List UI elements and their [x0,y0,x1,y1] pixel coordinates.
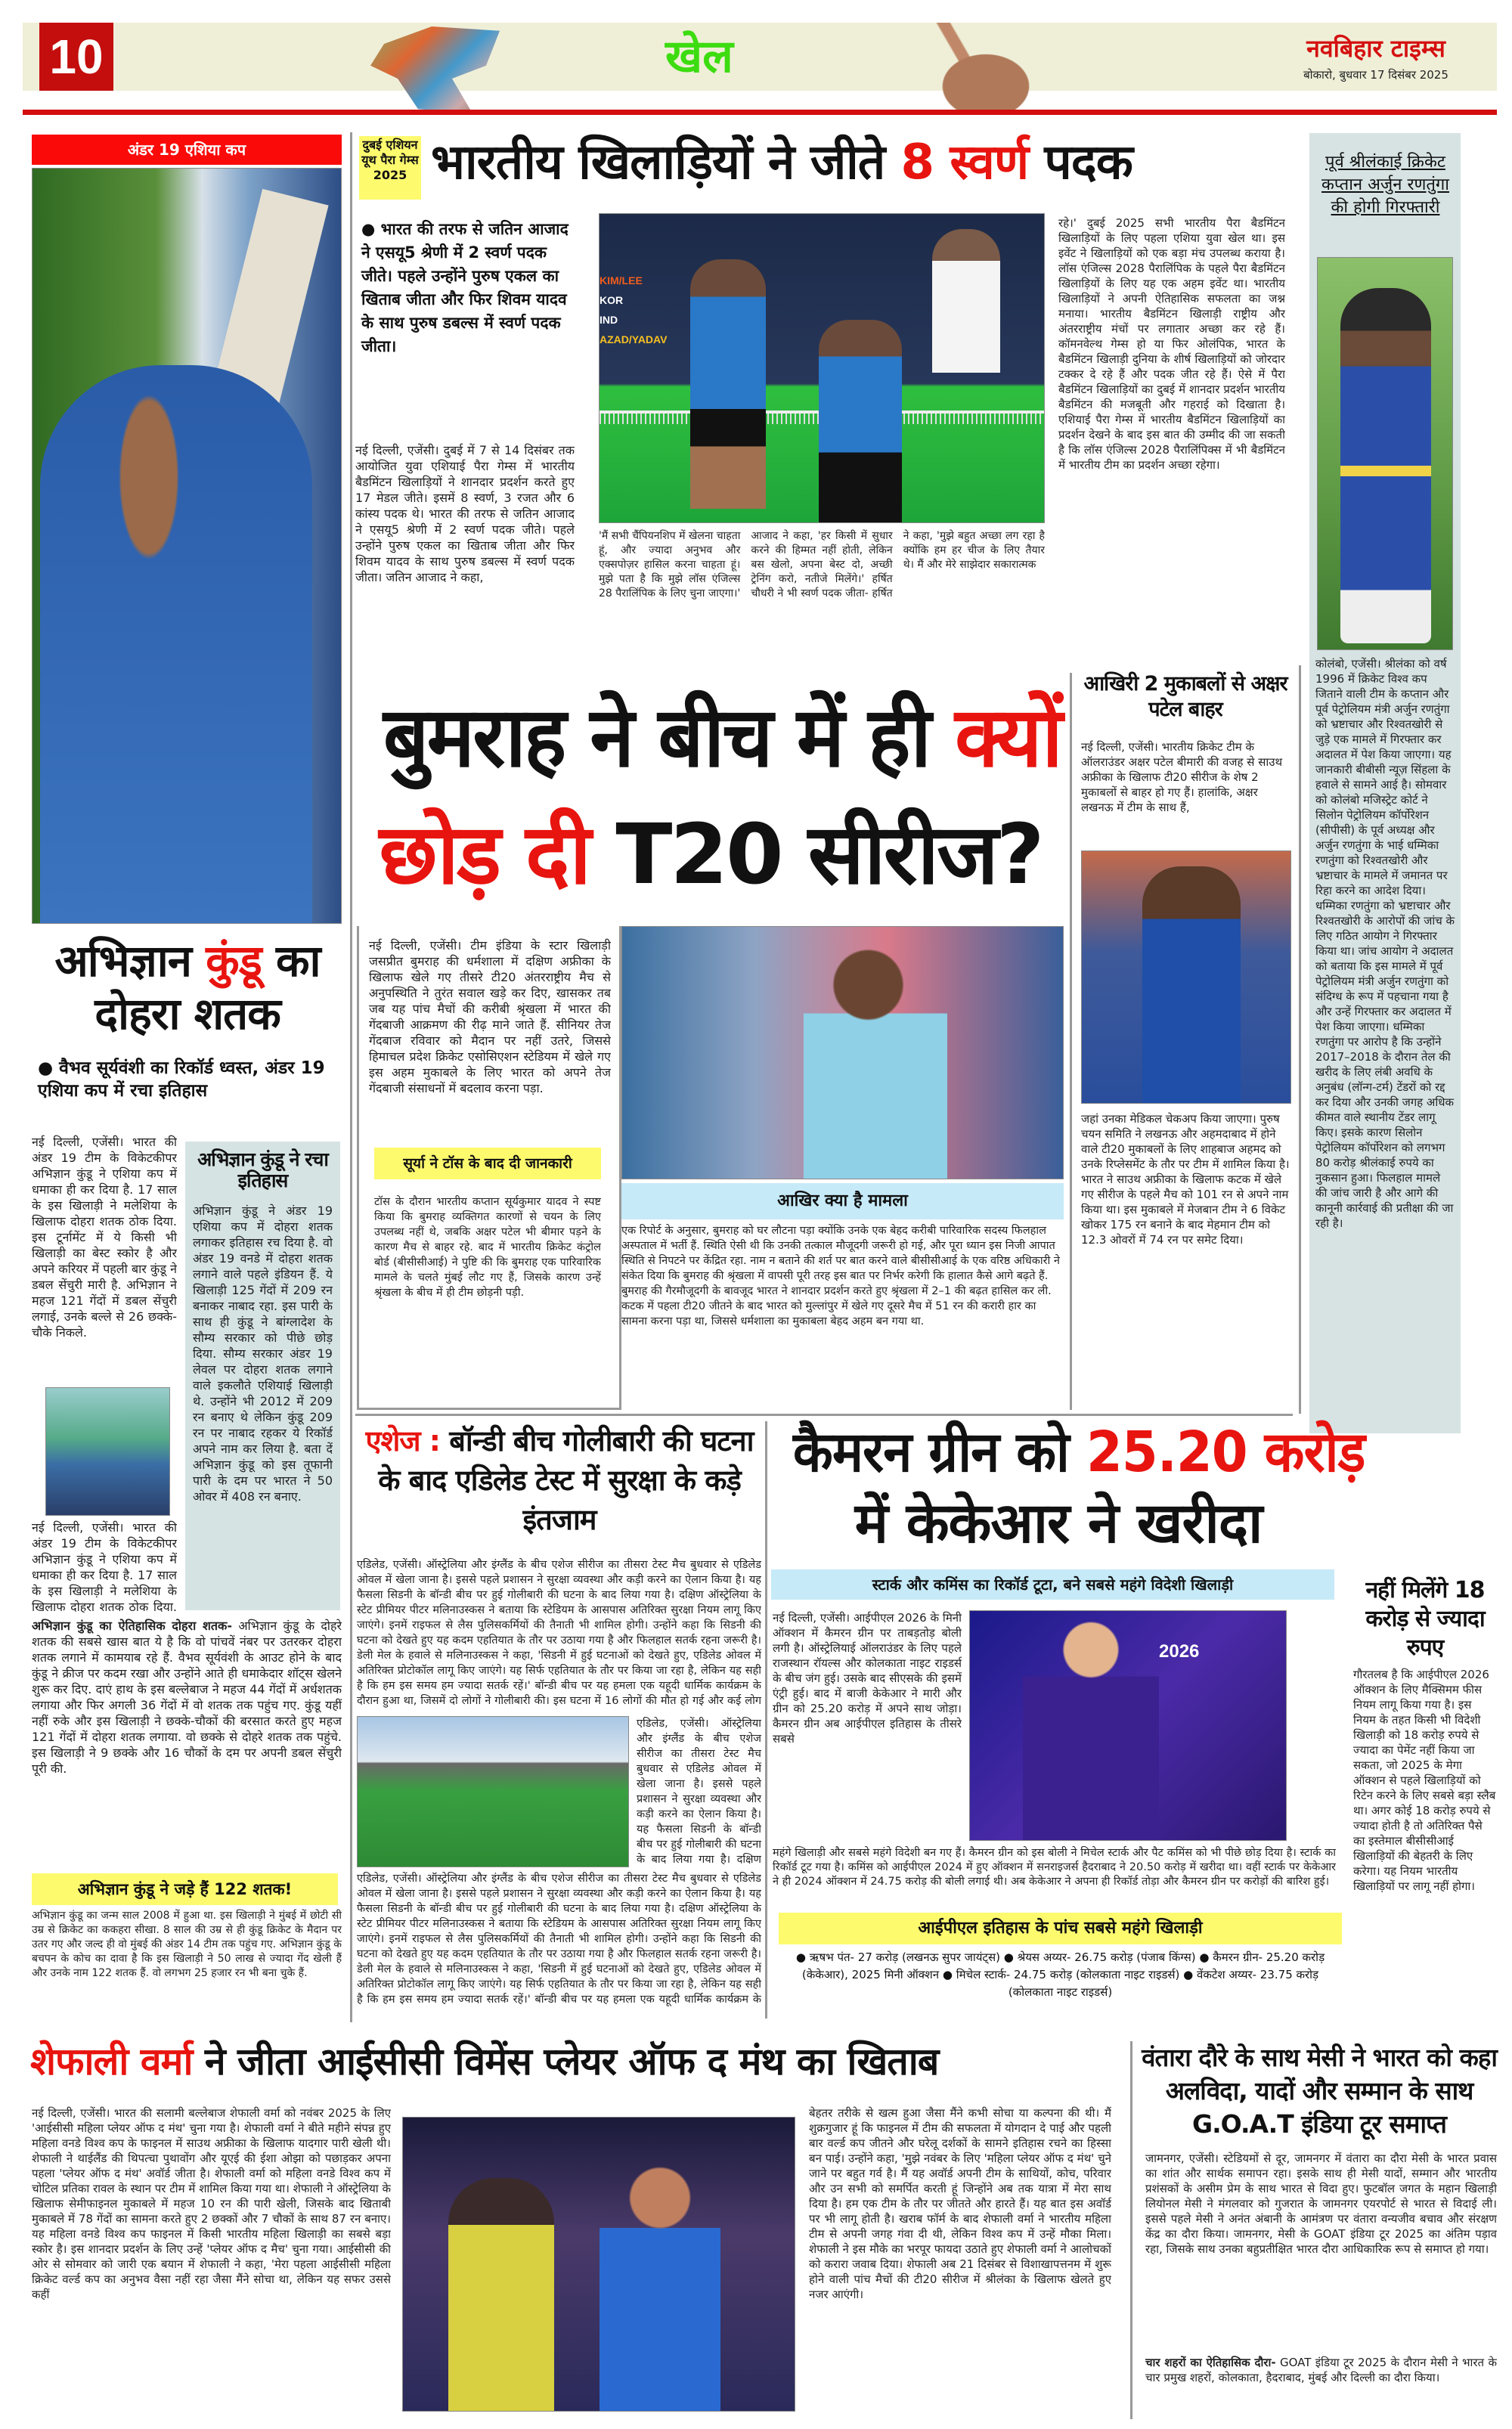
messi-body2-title: चार शहरों का ऐतिहासिक दौरा- [1145,2356,1276,2369]
para-body: नई दिल्ली, एजेंसी। दुबई में 7 से 14 दिसंबर तक आयोजित युवा एशियाई पैरा गेम्स में भारतीय बैडमिंटन खिलाड़ियों ने शानदार प्रदर्शन करते हुए 17 मेडल जीते। इसमें 8 स्वर्ण, 3 रजत और 6 कांस्य पदक थे। भारत की तरफ से जतिन आजाद ने एसयू5 श्रेणी में 2 स्वर्ण पदक जीते। पहले उन्होंने पुरुष एकल का खिताब जीता और फिर शिवम यादव के साथ पुरुष डबल्स में स्वर्ण पदक जीता। जतिन आजाद ने कहा, [355,443,575,584]
kundu-portrait [45,1387,170,1516]
kundu-subhead-text: वैभव सूर्यवंशी का रिकॉर्ड ध्वस्त, अंडर 19 एशिया कप में रचा इतिहास [38,1058,325,1101]
messi-body2-text: GOAT इंडिया टूर 2025 के दौरान मेसी ने भारत के चार प्रमुख शहरों, कोलकाता, हैदराबाद, मुंबई और दिल्ली का दौरा किया। [1145,2356,1497,2384]
fit-wrapper [379,798,1042,911]
bullet-icon: ● [361,220,381,238]
fit-wrapper [855,1489,1263,1558]
umpire [932,229,1000,373]
ipl-top5-list [779,1949,1342,2018]
axar-body: नई दिल्ली, एजेंसी। भारतीय क्रिकेट टीम के ऑलराउंडर अक्षर पटेल बीमारी की वजह से साउथ अफ्रीका के खिलाफ टी20 सीरीज के शेष 2 मुकाबलों से बाहर हो गए हैं। हालांकि, अक्षर लखनऊ में टीम के साथ हैं, [1081,740,1283,814]
bumrah-box-title [621,1183,1064,1219]
dateline: बोकारो, बुधवार 17 दिसंबर 2025 [1303,68,1448,82]
scoreboard-team-1: KIM/LEE [600,274,643,287]
player-silhouette [1023,1619,1159,1841]
bumrah-body: नई दिल्ली, एजेंसी। टीम इंडिया के स्टार खिलाड़ी जसप्रीत बुमराह की धर्मशाला में दक्षिण अफ्रीका के खिलाफ खेले गए तीसरे टी20 अंतरराष्ट्रीय मैच से अनुपस्थिति ने तुरंत सवाल खड़े कर दिए, खासकर तब जब यह पांच मैचों की करीबी श्रृंखला में भारत की गेंदबाजी आक्रमण की रीढ़ माने जाते हैं. सीनियर तेज गेंदबाज रविवार को मैदान पर नहीं उतरे, जिससे हिमाचल प्रदेश क्रिकेट एसोसिएशन स्टेडियम में खेले गए इस अहम मुकाबले के लिए भारत को अपने तेज गेंदबाजी संसाधनों में बदलाव करना पड़ा. [369,938,611,1095]
para-caption-body: 'मैं सभी चैंपियनशिप में खेलना चाहता हूं, और ज्यादा अनुभव और एक्सपोज़र हासिल करना चाहता हूं। मुझे पता है कि मुझे लॉस एंजिल्स 28 पैरालिंपिक के लिए चुना जाएगा।' आजाद ने कहा, 'हर किसी में सुधार करने की हिम्मत नहीं होती, लेकिन बस खेलो, अपना बेस्ट दो, अच्छी ट्रेनिंग करो, नतीजे मिलेंगे।' हर्षित चौधरी ने भी स्वर्ण पदक जीता- हर्षित ने कहा, 'मुझे बहुत अच्छा लग रहा है क्योंकि हम हर चीज के लिए तैयार थे। मैं और मेरे साझेदार सकारात्मक [599,530,1045,600]
kundu-body-cont: नई दिल्ली, एजेंसी। भारत की अंडर 19 टीम के विकेटकीपर अभिज्ञान कुंडू ने एशिया कप में धमाका ही कर दिया है. 17 साल के इस खिलाड़ी ने मलेशिया के खिलाफ दोहरा शतक ठोक दिया. [32,1520,177,1614]
fit-wrapper: आखिर क्या है मामला [777,1191,908,1210]
masthead: नवबिहार टाइम्स [1306,34,1445,63]
kkr-headline-red: 25.20 करोड़ [1086,1420,1365,1485]
axar-body2: जहां उनका मेडिकल चेकअप किया जाएगा। पुरुष चयन समिति ने लखनऊ और अहमदाबाद में होने वाले टी20 मुकाबलों के लिए शाहबाज अहमद को उनके रिप्लेसमेंट के तौर पर टीम में शामिल किया है। भारत ने साउथ अफ्रीका के खिलाफ कटक में खेले गए सीरीज के पहले मैच को 101 रन से अपने नाम किया था। इस मुकाबले में मेजबान टीम ने 6 विकेट खोकर 175 रन बनाने के बाद मेहमान टीम को 12.3 ओवरों में 74 रन पर समेट दिया। [1081,1112,1290,1247]
kkr-green-photo [969,1610,1287,1841]
fit-wrapper: वंतारा दौरे के साथ मेसी ने भारत को कहा अलविदा, यादों और सम्मान के साथ G.O.A.T इंडिया टूर समाप्त [1142,2043,1497,2139]
header-rule [23,110,1497,115]
umpire [448,2178,554,2412]
list-item: ● कैमरन ग्रीन- 25.20 करोड़ (केकेआर), 2025 मिनी ऑक्शन [801,1950,1325,1981]
player-1 [690,259,766,509]
fit-wrapper: आखिरी 2 मुकाबलों से अक्षर पटेल बाहर [1083,672,1287,721]
scoreboard [600,271,668,349]
fit-wrapper [30,2041,938,2083]
kundu-headline [32,934,343,1048]
ashes-headline-red: एशेज : [365,1424,440,1458]
kkr-side-title [1349,1576,1501,1664]
kkr-headline [771,1417,1365,1563]
ashes-stadium-photo [357,1716,629,1867]
kundu-photo [32,168,342,924]
statue-illustration [900,23,1043,113]
kundu-body2 [32,1618,342,1867]
bumrah-headline-red2: छोड़ दी [379,806,590,903]
para-headline-a: भारतीय खिलाड़ियों ने जीते [431,135,885,191]
para-tag [359,136,421,200]
ipl-top5-title [779,1913,1342,1944]
kkr-bar [771,1569,1334,1600]
fit-wrapper [793,1417,1365,1487]
mid-divider [355,1414,1293,1416]
axar-divider [1070,673,1072,1410]
kundu-subhead [38,1057,344,1126]
player-silhouette [1142,866,1241,1104]
axar-headline [1080,671,1291,733]
ashes-body: एडिलेड, एजेंसी। ऑस्ट्रेलिया और इंग्लैंड के बीच एशेज सीरीज का तीसरा टेस्ट मैच बुधवार से एडिलेड ओवल में खेला जाना है। इससे पहले प्रशासन ने सुरक्षा व्यवस्था और कड़ी करने का ऐलान किया है। यह फैसला सिडनी के बॉन्डी बीच पर हुई गोलीबारी की घटना के बाद लिया गया है। दक्षिण ऑस्ट्रेलिया के स्टेट प्रीमियर पीटर मलिनाउस्कस ने बताया कि स्टेडियम के आसपास अतिरिक्त सुरक्षा नियम लागू किए जाएंगे। इनमें राइफल से लैस पुलिसकर्मियों की तैनाती भी शामिल होगी। उन्होंने कहा कि सिडनी की घटना को देखते हुए यह कदम एहतियात के तौर पर उठाया गया है और फिलहाल सतर्क रहना जरूरी है। डेली मेल के हवाले से मलिनाउस्कस ने कहा, 'सिडनी में हुई घटनाओं को देखते हुए, एडिलेड ओवल में अतिरिक्त प्रोटोकॉल लागू किए जाएंगे। यह सिर्फ एहतियात के तौर पर किया जा रहा है, लेकिन यह सही है कि हम इस समय हम ज्यादा सतर्क रहें।' बॉन्डी बीच पर यह हमला एक यहूदी धार्मिक कार्यक्रम के दौरान हुआ था, जिसमें दो लोगों ने गोलीबारी की। इस घटना में 16 लोगों की मौत हो गई और कई लोग [357,1559,761,1707]
fit-wrapper: नहीं मिलेंगे 18 करोड़ से ज्यादा रुपए [1365,1577,1485,1661]
axar-photo [1081,850,1291,1104]
list-item: ● श्रेयस अय्यर- 26.75 करोड़ (पंजाब किंग्स) [1003,1950,1196,1964]
scoreboard-country-1: KOR [600,294,624,306]
page-number: 10 [39,23,113,91]
player-2 [819,320,902,523]
messi-headline [1142,2041,1497,2144]
player-silhouette [804,942,947,1179]
ashes-body-side: एडिलेड, एजेंसी। ऑस्ट्रेलिया और इंग्लैंड के बीच एशेज सीरीज का तीसरा टेस्ट मैच बुधवार से एडिलेड ओवल में खेला जाना है। इससे पहले प्रशासन ने सुरक्षा व्यवस्था और कड़ी करने का ऐलान किया है। यह फैसला सिडनी के बॉन्डी बीच पर हुई गोलीबारी की घटना के बाद लिया गया है। दक्षिण [637,1718,761,1866]
player-silhouette [40,365,312,924]
para-badminton-photo [599,213,1045,523]
kkr-headline-a: कैमरन ग्रीन को [793,1420,1069,1485]
ashes-body-bottom: एडिलेड, एजेंसी। ऑस्ट्रेलिया और इंग्लैंड के बीच एशेज सीरीज का तीसरा टेस्ट मैच बुधवार से एडिलेड ओवल में खेला जाना है। इससे पहले प्रशासन ने सुरक्षा व्यवस्था और कड़ी करने का ऐलान किया है। यह फैसला सिडनी के बॉन्डी बीच पर हुई गोलीबारी की घटना के बाद लिया गया है। दक्षिण ऑस्ट्रेलिया के स्टेट प्रीमियर पीटर मलिनाउस्कस ने बताया कि स्टेडियम के आसपास अतिरिक्त सुरक्षा नियम लागू किए जाएंगे। इनमें राइफल से लैस पुलिसकर्मियों की तैनाती भी शामिल होगी। उन्होंने कहा कि सिडनी की घटना को देखते हुए यह कदम एहतियात के तौर पर उठाया गया है और फिलहाल सतर्क रहना जरूरी है। डेली मेल के हवाले से मलिनाउस्कस ने कहा, 'सिडनी में हुई घटनाओं को देखते हुए, एडिलेड ओवल में अतिरिक्त प्रोटोकॉल लागू किए जाएंगे। यह सिर्फ एहतियात के तौर पर किया जा रहा है, लेकिन यह सही है कि हम इस समय हम ज्यादा सतर्क रहें।' बॉन्डी बीच पर यह हमला एक यहूदी धार्मिक कार्यक्रम के [357,1873,761,2006]
player-silhouette [1340,288,1431,643]
bumrah-headline-red1: क्यों [955,689,1061,785]
bumrah-headline-b: T20 सीरीज? [615,806,1043,903]
fit-wrapper [32,934,343,1040]
fit-wrapper [359,1421,760,1539]
kundu-history-box [185,1142,340,1610]
kundu-body: नई दिल्ली, एजेंसी। भारत की अंडर 19 टीम के विकेटकीपर अभिज्ञान कुंडू ने एशिया कप में धमाका ही कर दिया है. 17 साल के इस खिलाड़ी ने मलेशिया के खिलाफ दोहरा शतक ठोक दिया. इस टूर्नामेंट में ये किसी भी खिलाड़ी का बेस्ट स्कोर है और अपने करियर में पहली बार कुंडू ने डबल सेंचुरी मारी है. अभिज्ञान ने महज 121 गेंदों में डबल सेंचुरी लगाई, उनके बल्ले से 26 छक्के-चौके निकले. [32,1135,177,1340]
fit-wrapper: आईपीएल इतिहास के पांच सबसे महंगे खिलाड़ी [918,1919,1203,1938]
para-right-body: रहे।' दुबई 2025 सभी भारतीय पैरा बैडमिंटन खिलाड़ियों के लिए पहला एशिया युवा खेल था। इस इवेंट ने खिलाड़ियों को एक बड़ा मंच उपलब्ध कराया है। लॉस एंजिल्स 2028 पैरालिंपिक के पहले पैरा बैडमिंटन खिलाड़ियों के लिए यह एक अहम इवेंट था। भारतीय खिलाड़ियों ने अपनी ऐतिहासिक सफलता का जश्न मनाया। भारतीय बैडमिंटन खिलाड़ी राष्ट्रीय और अंतरराष्ट्रीय मंचों पर लगातार अच्छा कर रहे हैं। कॉमनवेल्थ गेम्स हो या फिर ओलंपिक, भारत के बैडमिंटन खिलाड़ी दुनिया के शीर्ष खिलाड़ियों को जोरदार टक्कर दे रहे हैं और पदक जीत रहे हैं। ऐसे में पैरा बैडमिंटन खिलाड़ियों का दुबई में शानदार प्रदर्शन भारतीय बैडमिंटन की मजबूती और गहराई को दिखाता है। एशियाई पैरा गेम्स में भारतीय बैडमिंटन खिलाड़ियों का प्रदर्शन देखने के बाद इस बात की उम्मीद की जा सकती है कि लॉस एंजिल्स 2028 पैरालिंपिक्स में भी बैडमिंटन में भारतीय टीम का प्रदर्शन अच्छा रहेगा। [1058,216,1285,472]
kundu-box-body: अभिज्ञान कुंडू ने अंडर 19 एशिया कप में दोहरा शतक लगाकर इतिहास रच दिया है. वो अंडर 19 वनडे में दोहरा शतक लगाने वाले पहले इंडियन हैं. ये खिलाड़ी 125 गेंदों में 209 रन बनाकर नाबाद रहा. इस पारी के साथ ही कुंडू ने बांग्लादेश के सौम्य सरकार को पीछे छोड़ दिया. सौम्य सरकार अंडर 19 लेवल पर दोहरा शतक लगाने वाले इकलौते एशियाई खिलाड़ी थे. उन्होंने भी 2012 में 209 रन बनाए थे लेकिन कुंडू 209 रन पर नाबाद रहकर ये रिकॉर्ड अपने नाम कर लिया है. बता दें अभिज्ञान कुंडू को इस तूफानी पारी के दम पर भारत ने 50 ओवर में 408 रन बनाए. [193,1204,333,1504]
para-headline-red: 8 स्वर्ण [900,135,1029,191]
kkr-headline-b: में केकेआर ने खरीदा [854,1491,1263,1556]
fit-wrapper: पूर्व श्रीलंकाई क्रिकेट कप्तान अर्जुन रणतुंगा की होगी गिरफ्तारी [1321,153,1449,217]
fit-wrapper [38,1057,344,1102]
para-headline-b: पदक [1044,135,1132,191]
bumrah-box-body: एक रिपोर्ट के अनुसार, बुमराह को घर लौटना पड़ा क्योंकि उनके एक बेहद करीबी पारिवारिक सदस्य फिलहाल अस्पताल में भर्ती हैं. स्थिति ऐसी थी कि उनकी तत्काल मौजूदगी जरूरी हो गई, और पूरा ध्यान इस निजी आपात स्थिति से निपटने पर केंद्रित रहा. नाम न बताने की शर्त पर बात करने वाले बीसीसीआई के एक वरिष्ठ अधिकारी ने संकेत दिया कि बुमराह की श्रृंखला में वापसी पूरी तरह इस बात पर निर्भर करेगी कि हालात कैसे आगे बढ़ते हैं. बुमराह की गैरमौजूदगी के बावजूद भारत ने शानदार प्रदर्शन करते हुए श्रृंखला में 2–1 की बढ़त हासिल कर ली. कटक में पहला टी20 जीतने के बाद भारत को मुल्लांपुर में खेले गए दूसरे मैच में 51 रन की करारी हार का सामना करना पड़ा था, जिससे धर्मशाला का मुकाबला बेहद अहम बन गया था. [621,1225,1060,1328]
ranatunga-photo [1317,257,1453,650]
bumrah-photo [621,926,1064,1179]
ashes-divider [765,1421,767,2018]
fit-wrapper: सूर्या ने टॉस के बाद दी जानकारी [403,1155,572,1172]
ashes-headline-text: बॉन्डी बीच गोलीबारी की घटना के बाद एडिलेड टेस्ट में सुरक्षा के कड़े इंतजाम [378,1424,754,1536]
player-silhouette [600,2163,720,2412]
kundu-122-body: अभिज्ञान कुंडू का जन्म साल 2008 में हुआ था. इस खिलाड़ी ने मुंबई में छोटी सी उम्र से क्रिकेट का ककहरा सीखा. 8 साल की उम्र से ही कुंडू क्रिकेट के मैदान पर उतर गए और जल्द ही वो मुंबई की अंडर 14 टीम तक पहुंच गए. अभिज्ञान कुंडू के बचपन के कोच का दावा है कि इस खिलाड़ी ने 50 लाख से ज्यादा गेंद खेली हैं और उनके नाम 122 शतक हैं. वो लगभग 25 हजार रन भी बना चुके हैं. [32,1910,342,1979]
bumrah-headline [370,680,1061,915]
fit-wrapper: स्टार्क और कमिंस का रिकॉर्ड टूटा, बने सबसे महंगे विदेशी खिलाड़ी [872,1575,1234,1594]
kkr-photo-text: 2026 [1159,1641,1200,1662]
left-column-divider [350,132,352,2022]
kkr-body: नई दिल्ली, एजेंसी। आईपीएल 2026 के मिनी ऑक्शन में कैमरन ग्रीन पर ताबड़तोड़ बोली लगी है। ऑस्ट्रेलियाई ऑलराउंडर के लिए पहले राजस्थान रॉयल्स और कोलकाता नाइट राइडर्स के बीच जंग हुई। उसके बाद सीएसके की इसमें एंट्री हुई। बाद में बाजी केकेआर ने मारी और ग्रीन को 25.20 करोड़ में अपने साथ जोड़ा। कैमरन ग्रीन अब आईपीएल इतिहास के तीसरे सबसे [773,1611,962,1746]
list-item: ● वेंकटेश अय्यर- 23.75 करोड़ (कोलकाता नाइट राइडर्स) [1008,1968,1319,1999]
kkr-headline-line2 [771,1489,1346,1560]
bumrah-headline-a: बुमराह ने बीच में ही [383,689,930,785]
sidebar-divider [1299,665,1301,1414]
messi-body: जामनगर, एजेंसी। स्टेडियमों से दूर, जामनगर में वंतारा का दौरा मेसी के भारत प्रवास का शांत और सार्थक समापन रहा। इसके साथ ही मेसी यादों, सम्मान और भारतीय प्रशंसकों के असीम प्रेम के साथ भारत से विदा हुए। फुटबॉल जगत के महान खिलाड़ी लियोनल मेसी ने मंगलवार को गुजरात के जामनगर एयरपोर्ट से भारत से विदाई ली। इससे पहले मेसी ने अनंत अंबानी के आमंत्रण पर वंतारा वन्यजीव बचाव और संरक्षण केंद्र का दौरा किया। जामनगर, मेसी के GOAT इंडिया टूर 2025 का अंतिम पड़ाव रहा, जिसके साथ उनका बहुप्रतीक्षित भारत दौरा आधिकारिक रूप से समाप्त हो गया। [1145,2152,1497,2256]
kkr-body2: महंगे खिलाड़ी और सबसे महंगे विदेशी बन गए हैं। कैमरन ग्रीन को इस बोली ने मिचेल स्टार्क और पैट कमिंस को भी पीछे छोड़ दिया है। स्टार्क का रिकॉर्ड टूट गया है। कमिंस को आईपीएल 2024 में हुए ऑक्शन में सनराइजर्स हैदराबाद ने 20.50 करोड़ में खरीदा था। वहीं स्टार्क पर केकेआर ने ही 2024 ऑक्शन में 24.75 करोड़ की बोली लगाई थी। अब केकेआर ने अपना ही रिकॉर्ड तोड़ा और कैमरन ग्रीन पर करोड़ों की बारिश हुई। [773,1847,1336,1888]
kkr-side-body: गौरतलब है कि आईपीएल 2026 ऑक्शन के लिए मैक्सिमम फीस नियम लागू किया गया है। इस नियम के तहत किसी भी विदेशी खिलाड़ी को 18 करोड़ रुपये से ज्यादा का पेमेंट नहीं किया जा सकता, जो 2025 के मेगा ऑक्शन से पहले खिलाड़ियों को रिटेन करने के लिए सबसे बड़ा स्लैब था। अगर कोई 18 करोड़ रुपये से ज्यादा होती है तो अतिरिक्त पैसे का इस्तेमाल बीसीसीआई खिलाड़ियों की बेहतरी के लिए करेगा। यह नियम भारतीय खिलाड़ियों पर लागू नहीं होगा। [1353,1668,1496,1893]
shefali-body: नई दिल्ली, एजेंसी। भारत की सलामी बल्लेबाज शेफाली वर्मा को नवंबर 2025 के लिए 'आईसीसी महिला प्लेयर ऑफ द मंथ' चुना गया है। शेफाली वर्मा ने बीते महीने संपन्न हुए महिला वनडे विश्व कप के फाइनल में साउथ अफ्रीका के खिलाफ यादगार पारी खेली थी। शेफाली ने थाईलैंड की थिपत्चा पुथावोंग और यूएई की ईशा ओझा को पछाड़कर अपना पहला 'प्लेयर ऑफ द मंथ' अवॉर्ड जीता है। शेफाली वर्मा को महिला वनडे विश्व कप में चोटिल प्रतिका रावल के स्थान पर टीम में शामिल किया गया था। शेफाली ने ऑस्ट्रेलिया के खिलाफ सेमीफाइनल मुकाबले में महज 10 रन की पारी खेली, जिसके बाद खिताबी मुकाबले में 78 गेंदों का सामना करते हुए 2 छक्कों और 7 चौकों के साथ 87 रन बनाए। यह महिला वनडे विश्व कप फाइनल में किसी भारतीय महिला खिलाड़ी का सबसे बड़ा स्कोर है। इस शानदार प्रदर्शन के लिए उन्हें 'प्लेयर ऑफ द मैच' चुना गया। आईसीसी की ओर से सोमवार को जारी एक बयान में शेफाली ने कहा, 'मेरा पहला आईसीसी महिला क्रिकेट वर्ल्ड कप का अनुभव वैसा नहीं रहा जैसा मैंने सोचा था, लेकिन यह सफर उससे कहीं [32,2106,391,2301]
fit-wrapper [361,218,573,358]
bullet-icon: ● [38,1058,60,1078]
ranatunga-body: कोलंबो, एजेंसी। श्रीलंका को वर्ष 1996 में क्रिकेट विश्व कप जिताने वाली टीम के कप्तान और पूर्व पेट्रोलियम मंत्री अर्जुन रणतुंगा को भ्रष्टाचार और रिश्वतखोरी से जुड़े एक मामले में गिरफ्तार कर अदालत में पेश किया जाएगा। यह जानकारी बीबीसी न्यूज़ सिंहला के हवाले से सामने आई है। सोमवार को कोलंबो मजिस्ट्रेट कोर्ट ने सिलोन पेट्रोलियम कॉर्पोरेशन (सीपीसी) के पूर्व अध्यक्ष और अर्जुन रणतुंगा के भाई धम्मिका रणतुंगा को रिश्वतखोरी और भ्रष्टाचार के मामले में जमानत पर रिहा करने का आदेश दिया। धम्मिका रणतुंगा को भ्रष्टाचार और रिश्वतखोरी के आरोपों की जांच के लिए गठित आयोग ने गिरफ्तार किया था। जांच आयोग ने अदालत को बताया कि इस मामले में पूर्व पेट्रोलियम मंत्री अर्जुन रणतुंगा को संदिग्ध के रूप में पहचाना गया है और उन्हें गिरफ्तार कर अदालत में पेश किया जाएगा। धम्मिका रणतुंगा पर आरोप है कि उन्होंने 2017–2018 के दौरान तेल की खरीद के लिए लंबी अवधि के अनुबंध (लॉन्ग-टर्म) टेंडरों को रद्द कर दिया और उनकी जगह अधिक कीमत वाले स्थानीय टेंडर लागू किए। इसके कारण सिलोन पेट्रोलियम कॉर्पोरेशन को लगभग 80 करोड़ श्रीलंकाई रुपये का नुकसान हुआ। फिलहाल मामले की जांच जारी है और आगे की कानूनी कार्रवाई की प्रतीक्षा की जा रही है। [1315,657,1455,1230]
bumrah-subhead [374,1148,601,1179]
fit-wrapper [431,136,1132,189]
kundu-body2-text: अभिज्ञान कुंडू के दोहरे शतक की सबसे खास बात ये है कि वो पांचवें नंबर पर उतरकर दोहरा शतक लगाने में कामयाब रहे हैं. वैभव सूर्यवंशी के आउट होने के बाद कुंडू ने क्रीज पर कदम रखा और उन्होंने आते ही धमाकेदार शॉट्स खेलने शुरू कर दिए. दाएं हाथ के इस बल्लेबाज ने महज 44 गेंदों में अर्धशतक लगाया और फिर अगली 36 गेंदों में वो शतक तक पहुंच गए. कुंडू यहीं नहीं रुके और इस खिलाड़ी ने छक्के-चौकों की बरसात करते हुए महज 121 गेंदों में दोहरा शतक लगाया. वो छक्के से दोहरे शतक तक पहुंचे. इस खिलाड़ी ने 9 छक्के और 16 चौकों के दम पर अपनी डबल सेंचुरी पूरी की. [32,1619,342,1776]
bumrah-sub-body: टॉस के दौरान भारतीय कप्तान सूर्यकुमार यादव ने स्पष्ट किया कि बुमराह व्यक्तिगत कारणों से चयन के लिए उपलब्ध नहीं थे, जबकि अक्षर पटेल भी बीमार पड़ने के कारण मैच से बाहर रहे. बाद में भारतीय क्रिकेट कंट्रोल बोर्ड (बीसीसीआई) ने पुष्टि की कि बुमराह एक पारिवारिक मामले के चलते मुंबई लौट गए हैं, जिसके कारण उन्हें श्रृंखला के बीच में ही टीम छोड़नी पड़ी. [374,1196,601,1299]
kundu-headline-a: अभिज्ञान [54,935,191,987]
kundu-body2-title: अभिज्ञान कुंडू का ऐतिहासिक दोहरा शतक- [32,1619,232,1633]
section-title: खेल [665,30,733,83]
ashes-headline [359,1421,760,1551]
scoreboard-country-2: IND [600,314,618,326]
fit-wrapper [383,680,1061,794]
kundu-122-bar [32,1873,338,1905]
bumrah-headline-line2 [370,798,1051,915]
kundu-box-title: अभिज्ञान कुंडू ने रचा इतिहास [197,1148,328,1191]
bumrah-headline-line1 [370,680,1061,798]
fit-wrapper [779,1949,1342,2001]
fit-wrapper: दुबई एशियन यूथ पैरा गेम्स 2025 [361,138,419,182]
kundu-headline-b: का दोहरा शतक [94,935,321,1039]
kundu-tag: अंडर 19 एशिया कप [32,135,342,165]
shefali-photo [402,2117,795,2412]
shefali-body2: बेहतर तरीके से खत्म हुआ जैसा मैंने कभी सोचा या कल्पना की थी। मैं शुक्रगुजार हूं कि फाइनल में टीम की सफलता में योगदान दे पाई और पहली बार वर्ल्ड कप जीतने और घरेलू दर्शकों के सामने इतिहास रचने का हिस्सा बन पाई। उन्होंने कहा, 'मुझे नवंबर के लिए 'महिला प्लेयर ऑफ द मंथ' चुने जाने पर बहुत गर्व है। मैं यह अवॉर्ड अपनी टीम के साथियों, कोच, परिवार और उन सभी को समर्पित करती हूं जिन्होंने अब तक यात्रा में मेरा साथ दिया है। हम एक टीम के तौर पर जीतते और हारते हैं। यह बात इस अवॉर्ड पर भी लागू होती है। खराब फॉर्म के बाद शेफाली वर्मा ने भारतीय महिला टीम से अपनी जगह गंवा दी थी, लेकिन विश्व कप में उन्हें मौका मिला। शेफाली ने इस मौके का भरपूर फायदा उठाते हुए शेफाली वर्मा ने आलोचकों को करारा जवाब दिया। शेफाली अब 21 दिसंबर से विशाखापत्तनम में शुरू होने वाली पांच मैचों की टी20 सीरीज में श्रीलंका के खिलाफ खेलते हुए नजर आएंगी। [809,2106,1111,2301]
para-headline [431,136,1293,189]
kkr-headline-line1 [771,1417,1365,1489]
list-item: ● मिचेल स्टार्क- 24.75 करोड़ (कोलकाता नाइट राइडर्स) [942,1968,1180,1981]
messi-divider [1130,2041,1132,2419]
shefali-headline [30,2041,1119,2094]
kundu-headline-red: कुंडू [206,935,262,987]
fit-wrapper: अभिज्ञान कुंडू ने जड़े हैं 122 शतक! [77,1880,293,1898]
para-bullet [361,218,573,433]
list-item: ● ऋषभ पंत- 27 करोड़ (लखनऊ सुपर जायंट्स) [795,1950,1000,1964]
ranatunga-headline [1315,151,1455,249]
shefali-headline-red: शेफाली वर्मा [30,2040,193,2084]
shefali-headline-text: ने जीता आईसीसी विमेंस प्लेयर ऑफ द मंथ का खिताब [204,2040,939,2084]
para-bullet-text: भारत की तरफ से जतिन आजाद ने एसयू5 श्रेणी में 2 स्वर्ण पदक जीते। पहले उन्होंने पुरुष एकल का खिताब जीता और फिर शिवम यादव के साथ पुरुष डबल्स में स्वर्ण पदक जीता। [361,220,569,355]
scoreboard-team-2: AZAD/YADAV [600,333,668,345]
messi-body2 [1145,2355,1497,2415]
